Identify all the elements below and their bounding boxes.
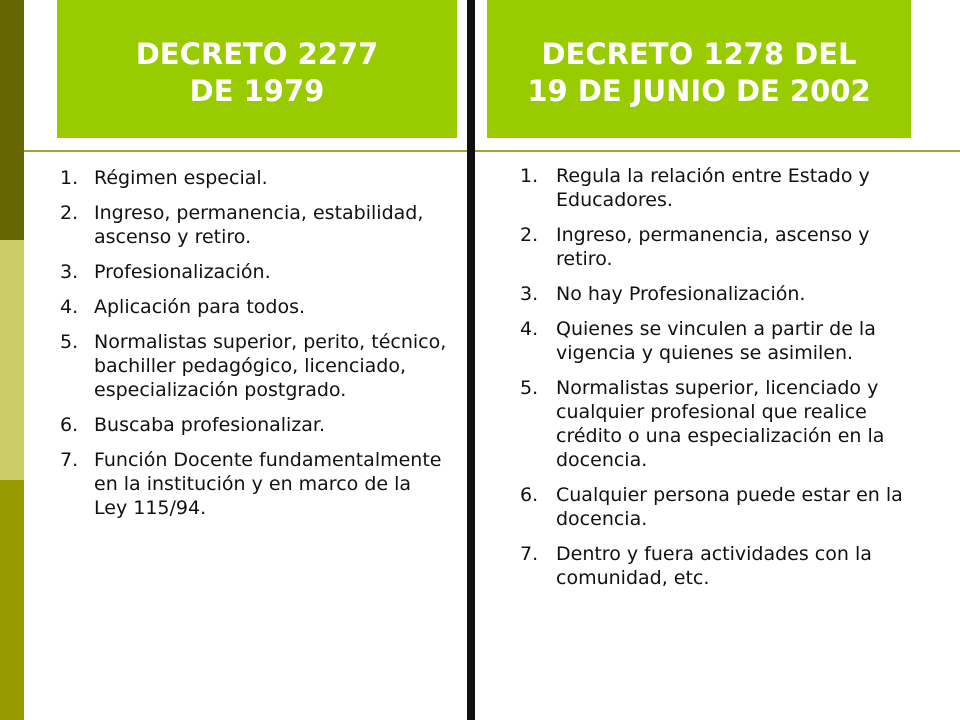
right-header bbox=[487, 0, 911, 138]
right-title-line1: DECRETO 1278 DEL bbox=[541, 37, 857, 71]
item-text: Régimen especial. bbox=[94, 167, 268, 189]
list-item bbox=[520, 164, 920, 212]
item-number: 6. bbox=[520, 484, 539, 506]
list-item bbox=[520, 542, 920, 590]
item-number: 3. bbox=[60, 261, 79, 283]
item-number: 1. bbox=[520, 165, 539, 187]
item-text: Quienes se vinculen a partir de la vigencia y quienes se asimilen. bbox=[556, 318, 876, 364]
item-text: Aplicación para todos. bbox=[94, 296, 306, 318]
list-item bbox=[520, 317, 920, 365]
item-number: 4. bbox=[520, 318, 539, 340]
item-text: Cualquier persona puede estar en la docencia. bbox=[556, 484, 903, 530]
horizontal-divider bbox=[24, 150, 960, 152]
list-item bbox=[60, 448, 450, 520]
right-list bbox=[520, 164, 920, 601]
left-list bbox=[60, 166, 450, 531]
item-text: Función Docente fundamentalmente en la institución y en marco de la Ley 115/94. bbox=[94, 449, 442, 519]
list-item bbox=[520, 376, 920, 472]
list-item bbox=[60, 201, 450, 249]
list-item bbox=[520, 282, 920, 306]
item-text: Normalistas superior, perito, técnico, bachiller pedagógico, licenciado, especialización postgrado. bbox=[94, 331, 447, 401]
list-item bbox=[60, 260, 450, 284]
item-text: Dentro y fuera actividades con la comunidad, etc. bbox=[556, 543, 872, 589]
right-title-line2: 19 DE JUNIO DE 2002 bbox=[527, 74, 871, 108]
item-text: Ingreso, permanencia, estabilidad, ascenso y retiro. bbox=[94, 202, 424, 248]
item-text: Buscaba profesionalizar. bbox=[94, 414, 326, 436]
item-number: 5. bbox=[60, 331, 79, 353]
item-number: 2. bbox=[60, 202, 79, 224]
item-number: 7. bbox=[520, 543, 539, 565]
left-title bbox=[136, 36, 379, 110]
left-title-line2: DE 1979 bbox=[189, 74, 325, 108]
list-item bbox=[60, 295, 450, 319]
item-number: 3. bbox=[520, 283, 539, 305]
side-bar-segment-top bbox=[0, 0, 24, 240]
list-item bbox=[520, 483, 920, 531]
item-text: Normalistas superior, licenciado y cualquier profesional que realice crédito o una especialización en la docencia. bbox=[556, 377, 885, 471]
list-item bbox=[60, 166, 450, 190]
side-bar-segment-bottom bbox=[0, 480, 24, 720]
item-number: 1. bbox=[60, 167, 79, 189]
item-number: 4. bbox=[60, 296, 79, 318]
left-header bbox=[57, 0, 457, 138]
left-title-line1: DECRETO 2277 bbox=[135, 37, 379, 71]
vertical-divider bbox=[467, 0, 475, 720]
list-item bbox=[60, 413, 450, 437]
item-number: 6. bbox=[60, 414, 79, 436]
item-text: Regula la relación entre Estado y Educadores. bbox=[556, 165, 870, 211]
item-text: Profesionalización. bbox=[94, 261, 271, 283]
item-text: No hay Profesionalización. bbox=[556, 283, 806, 305]
item-number: 7. bbox=[60, 449, 79, 471]
list-item bbox=[60, 330, 450, 402]
item-text: Ingreso, permanencia, ascenso y retiro. bbox=[556, 224, 870, 270]
list-item bbox=[520, 223, 920, 271]
side-bar-segment-middle bbox=[0, 240, 24, 480]
right-title bbox=[527, 36, 870, 110]
item-number: 2. bbox=[520, 224, 539, 246]
item-number: 5. bbox=[520, 377, 539, 399]
